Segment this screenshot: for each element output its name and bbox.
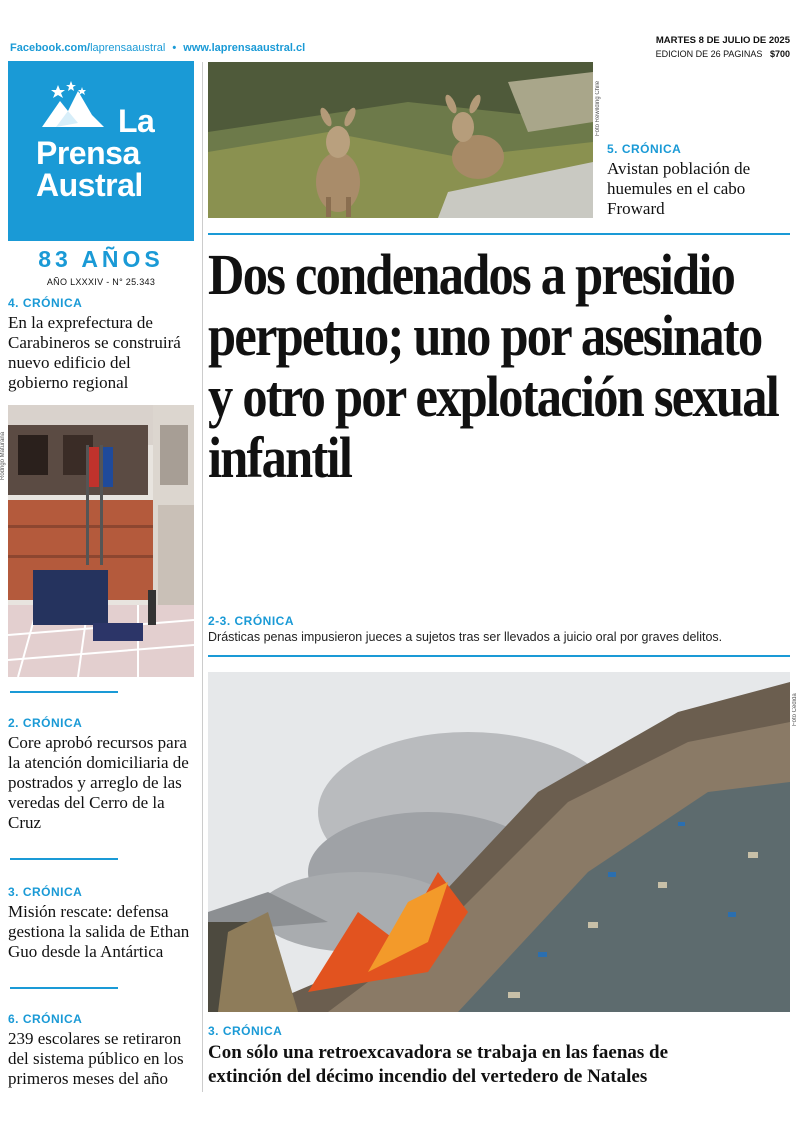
sidebar-item-rescate[interactable] xyxy=(8,885,194,962)
lead-headline[interactable]: Dos condenados a presidio perpetuo; uno por asesinato y otro por explotación sexual infantil xyxy=(208,242,779,490)
sidebar-item-category: 2. CRÓNICA xyxy=(8,716,83,730)
facebook-link[interactable]: Facebook.com/laprensaaustral xyxy=(10,42,166,54)
huemules-photo[interactable] xyxy=(208,62,593,218)
masthead-name: La Prensa Austral xyxy=(36,103,155,203)
exprefectura-photo xyxy=(8,405,194,677)
lead-bottom-rule xyxy=(208,655,790,657)
lead-story-meta xyxy=(208,614,794,644)
sidebar-item-category: 3. CRÓNICA xyxy=(8,885,83,899)
sidebar-item-category: 4. CRÓNICA xyxy=(8,296,83,310)
lead-story-summary: Drásticas penas impusieron jueces a sujetos tras ser llevados a juicio oral por graves delitos. xyxy=(208,630,723,644)
bottom-story[interactable] xyxy=(208,1024,794,1089)
lead-top-rule xyxy=(208,233,790,235)
sidebar-item-title: Misión rescate: defensa gestiona la salida de Ethan Guo desde la Antártica xyxy=(8,902,190,961)
sidebar-divider xyxy=(10,691,118,693)
sidebar-item-escolares[interactable] xyxy=(8,1012,194,1089)
issue-number: AÑO LXXXIV - N° 25.343 xyxy=(46,277,156,287)
masthead-logo[interactable] xyxy=(8,61,194,241)
bottom-story-title: Con sólo una retroexcavadora se trabaja en las faenas de extinción del décimo incendio del vertedero de Natales xyxy=(208,1042,669,1087)
sidebar-item-title: 239 escolares se retiraron del sistema público en los primeros meses del año xyxy=(8,1029,184,1088)
lead-story-category: 2-3. CRÓNICA xyxy=(208,614,295,628)
anniversary-label: 83 AÑOS xyxy=(38,246,164,272)
top-story-title: Avistan población de huemules en el cabo Froward xyxy=(607,159,751,218)
top-story[interactable] xyxy=(607,142,792,219)
huemules-photo-credit: Foto Rewilding Chile xyxy=(595,80,601,136)
column-divider xyxy=(202,62,203,1092)
issue-date: MARTES 8 DE JULIO DE 2025 xyxy=(655,35,790,46)
vertedero-photo-credit: Foto Cedida xyxy=(792,693,798,726)
bullet-separator: • xyxy=(172,42,177,54)
sidebar-divider xyxy=(10,858,118,860)
sidebar-item-exprefectura[interactable] xyxy=(8,296,194,393)
edition-info: EDICION DE 26 PAGINAS $700 xyxy=(655,49,790,59)
sidebar-divider xyxy=(10,987,118,989)
vertedero-photo[interactable] xyxy=(208,672,790,1012)
sidebar-item-category: 6. CRÓNICA xyxy=(8,1012,83,1026)
bottom-story-category: 3. CRÓNICA xyxy=(208,1024,283,1038)
top-story-category: 5. CRÓNICA xyxy=(607,142,682,156)
sidebar-item-title: En la exprefectura de Carabineros se construirá nuevo edificio del gobierno regional xyxy=(8,313,181,392)
sidebar-item-title: Core aprobó recursos para la atención domiciliaria de postrados y arreglo de las veredas del Cerro de la Cruz xyxy=(8,733,189,832)
sidebar-photo-credit: Rodrigo Maturana xyxy=(0,431,6,480)
sidebar-item-core[interactable] xyxy=(8,716,194,833)
website-link[interactable]: www.laprensaaustral.cl xyxy=(183,42,306,54)
price: $700 xyxy=(769,49,790,59)
social-links xyxy=(10,42,305,54)
